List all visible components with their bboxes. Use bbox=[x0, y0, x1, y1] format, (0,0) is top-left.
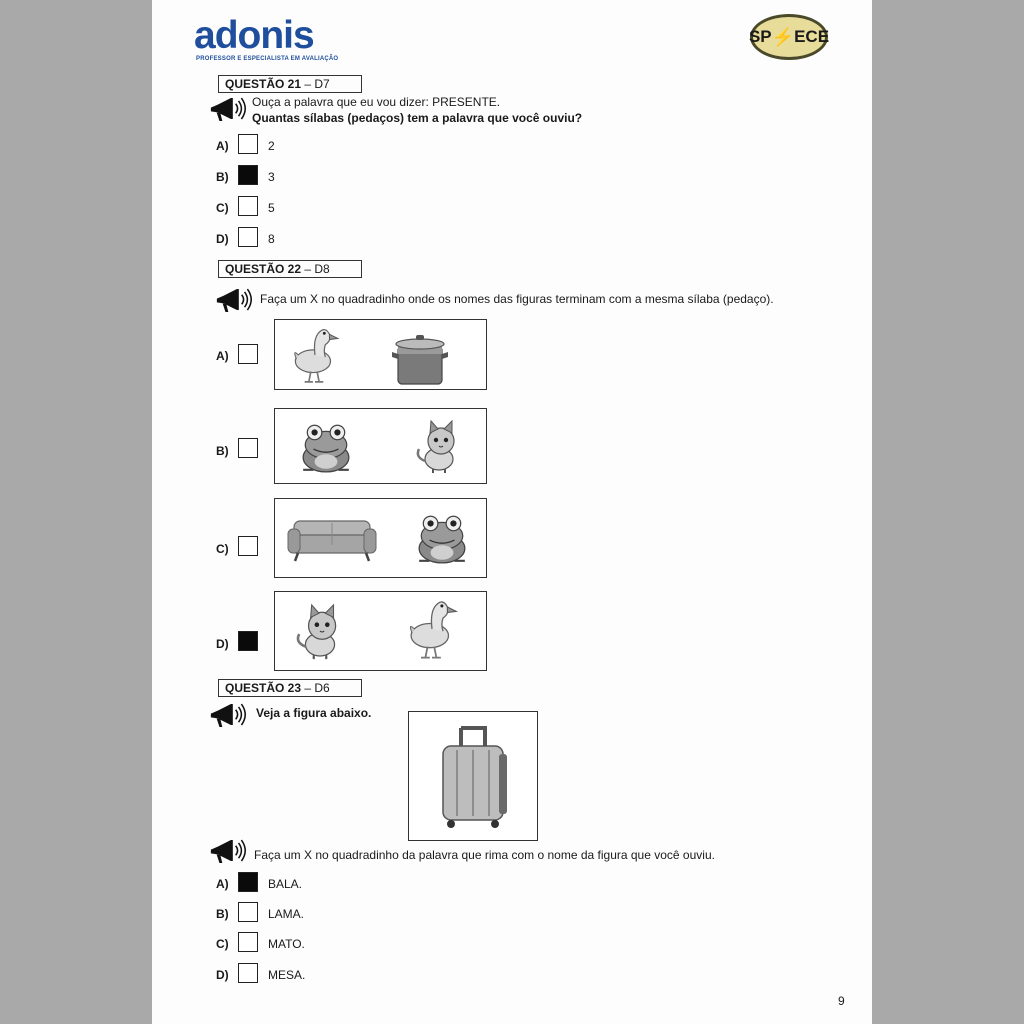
q21-option-b-value: 3 bbox=[268, 170, 275, 184]
logo-subtitle: PROFESSOR E ESPECIALISTA EM AVALIAÇÃO bbox=[196, 56, 339, 62]
q23-option-a-letter: A) bbox=[216, 877, 229, 891]
q21-option-b-letter: B) bbox=[216, 170, 229, 184]
q23-option-b-value: LAMA. bbox=[268, 907, 305, 921]
frog-image bbox=[299, 417, 353, 477]
q23-figure-frame bbox=[408, 711, 538, 841]
adonis-logo bbox=[194, 14, 314, 58]
megaphone-icon bbox=[208, 838, 250, 865]
q21-option-b-checkbox[interactable] bbox=[238, 165, 258, 185]
q21-question: Quantas sílabas (pedaços) tem a palavra que você ouviu? bbox=[252, 111, 583, 125]
q23-option-d-letter: D) bbox=[216, 968, 229, 982]
q23-option-a-value: BALA. bbox=[268, 877, 303, 891]
q23-option-b-checkbox[interactable] bbox=[238, 902, 258, 922]
q22-option-a-letter: A) bbox=[216, 349, 229, 363]
question-label: QUESTÃO 23 bbox=[225, 681, 302, 695]
question-code: – D8 bbox=[301, 262, 330, 276]
megaphone-icon bbox=[208, 702, 250, 729]
q23-option-c-letter: C) bbox=[216, 937, 229, 951]
duck-image bbox=[289, 324, 341, 386]
q22-option-a-figures bbox=[274, 319, 487, 390]
q23-option-b-letter: B) bbox=[216, 907, 229, 921]
bolt-icon: ⚡ bbox=[771, 26, 795, 47]
question-code: – D7 bbox=[301, 77, 330, 91]
q21-option-d-letter: D) bbox=[216, 232, 229, 246]
q23-option-d-checkbox[interactable] bbox=[238, 963, 258, 983]
page-number: 9 bbox=[838, 994, 845, 1008]
cat-image bbox=[295, 602, 345, 662]
megaphone-icon bbox=[208, 96, 250, 123]
question-code: – D6 bbox=[301, 681, 330, 695]
q23-prompt: Veja a figura abaixo. bbox=[256, 706, 372, 720]
q21-option-a-letter: A) bbox=[216, 139, 229, 153]
q23-option-c-value: MATO. bbox=[268, 937, 305, 951]
q22-option-c-figures bbox=[274, 498, 487, 578]
q22-option-b-checkbox[interactable] bbox=[238, 438, 258, 458]
pot-image bbox=[387, 330, 453, 386]
badge-text-right: ECE bbox=[794, 27, 830, 46]
q21-prompt: Ouça a palavra que eu vou dizer: PRESENTE. bbox=[252, 95, 501, 109]
spaece-badge bbox=[750, 14, 828, 60]
q22-option-c-checkbox[interactable] bbox=[238, 536, 258, 556]
badge-text-left: SP bbox=[748, 27, 772, 46]
megaphone-icon bbox=[214, 287, 256, 314]
question-label: QUESTÃO 22 bbox=[225, 262, 302, 276]
q23-option-c-checkbox[interactable] bbox=[238, 932, 258, 952]
q21-option-a-checkbox[interactable] bbox=[238, 134, 258, 154]
logo-text: adonis bbox=[194, 14, 314, 57]
q21-option-c-letter: C) bbox=[216, 201, 229, 215]
q21-option-d-checkbox[interactable] bbox=[238, 227, 258, 247]
question-label: QUESTÃO 21 bbox=[225, 77, 302, 91]
question-21-header bbox=[218, 75, 362, 93]
q21-option-c-checkbox[interactable] bbox=[238, 196, 258, 216]
q22-option-b-figures bbox=[274, 408, 487, 484]
question-22-header bbox=[218, 260, 362, 278]
sofa-image bbox=[287, 515, 377, 563]
q21-option-a-value: 2 bbox=[268, 139, 275, 153]
q23-option-a-checkbox[interactable] bbox=[238, 872, 258, 892]
question-23-header bbox=[218, 679, 362, 697]
q23-instruction: Faça um X no quadradinho da palavra que rima com o nome da figura que você ouviu. bbox=[254, 848, 715, 862]
q22-option-c-letter: C) bbox=[216, 542, 229, 556]
q23-option-d-value: MESA. bbox=[268, 968, 306, 982]
q22-option-d-figures bbox=[274, 591, 487, 671]
worksheet-page bbox=[152, 0, 872, 1024]
q21-option-d-value: 8 bbox=[268, 232, 275, 246]
frog-image bbox=[415, 507, 469, 569]
q22-instruction: Faça um X no quadradinho onde os nomes das figuras terminam com a mesma sílaba (pedaço). bbox=[260, 292, 774, 306]
duck-image bbox=[405, 596, 459, 662]
q22-option-d-letter: D) bbox=[216, 637, 229, 651]
q22-option-d-checkbox[interactable] bbox=[238, 631, 258, 651]
cat-image bbox=[415, 419, 463, 475]
suitcase-image bbox=[433, 724, 513, 830]
q22-option-a-checkbox[interactable] bbox=[238, 344, 258, 364]
q21-option-c-value: 5 bbox=[268, 201, 275, 215]
q22-option-b-letter: B) bbox=[216, 444, 229, 458]
